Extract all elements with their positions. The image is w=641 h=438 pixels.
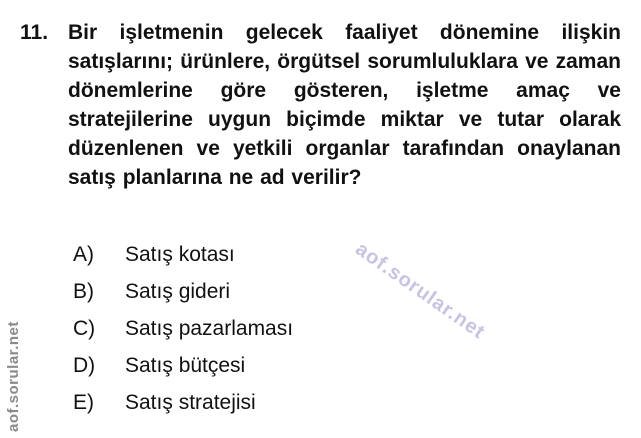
option-a-letter: A) <box>73 243 94 266</box>
question-number: 11. <box>20 21 49 44</box>
option-e-letter: E) <box>73 391 94 414</box>
options-list <box>73 243 293 428</box>
question-text: Bir işletmenin gelecek faaliyet dönemine ilişkin satışlarını; ürünlere, örgütsel sorumluluklara ve zaman dönemlerine göre gösteren, işletme amaç ve stratejilerine uygun biçimde miktar ve tutar olarak düzenlenen ve yetkili organlar tarafından onaylanan satış planlarına ne ad verilir? <box>68 21 621 189</box>
question-block <box>20 18 621 192</box>
option-d-text: Satış bütçesi <box>125 354 246 377</box>
diagonal-watermark: aof.sorular.net <box>351 238 490 344</box>
option-c-letter: C) <box>73 317 96 340</box>
option-c <box>73 317 293 354</box>
option-a-text: Satış kotası <box>125 243 235 266</box>
vertical-watermark: aof.sorular.net <box>5 321 22 432</box>
option-e-text: Satış stratejisi <box>125 391 256 414</box>
option-b-text: Satış gideri <box>125 280 231 303</box>
option-b <box>73 280 293 317</box>
option-a <box>73 243 293 280</box>
option-b-letter: B) <box>73 280 94 303</box>
option-c-text: Satış pazarlaması <box>125 317 294 340</box>
option-e <box>73 391 293 428</box>
option-d <box>73 354 293 391</box>
option-d-letter: D) <box>73 354 96 377</box>
